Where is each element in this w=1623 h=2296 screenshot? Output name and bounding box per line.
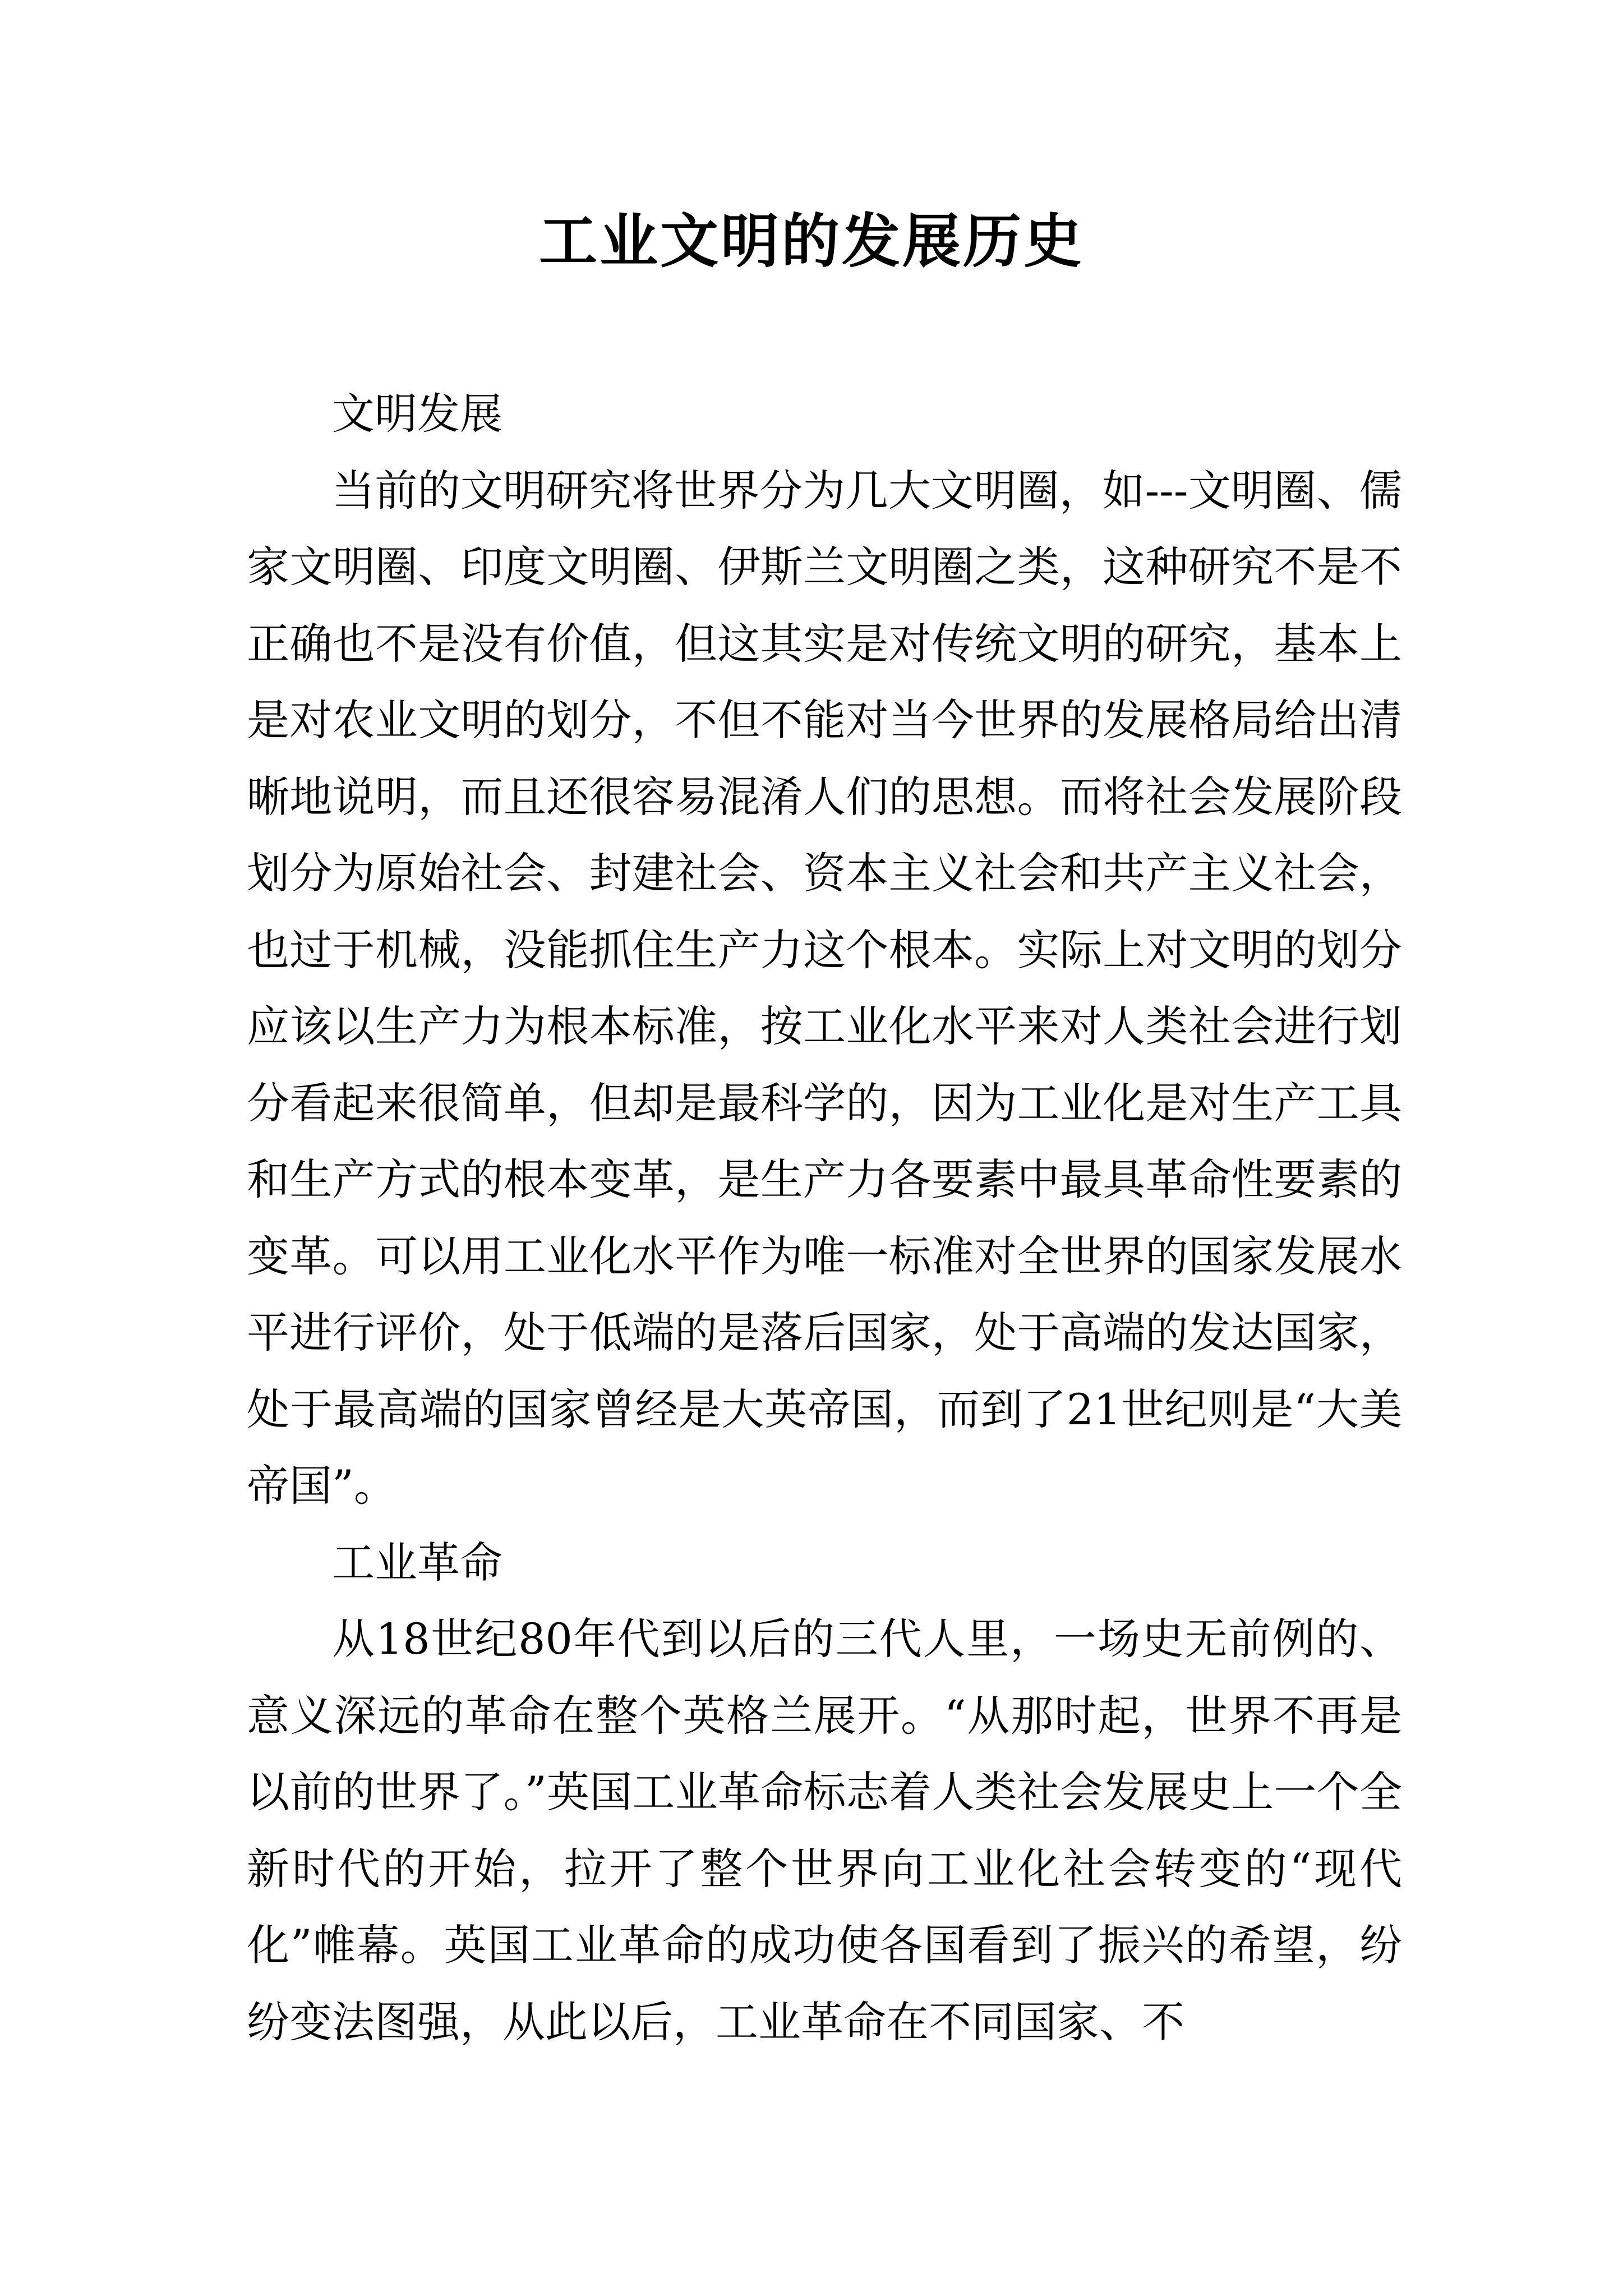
section-paragraph-civilization: 当前的文明研究将世界分为几大文明圈，如---文明圈、儒家文明圈、印度文明圈、伊斯兰文明圈之类，这种研究不是不正确也不是没有价值，但这其实是对传统文明的研究，基本上是对农业文明的划分，不但不能对当今世界的发展格局给出清晰地说明，而且还很容易混淆人们的思想。而将社会发展阶段划分为原始社会、封建社会、资本主义社会和共产主义社会，也过于机械，没能抓住生产力这个根本。实际上对文明的划分应该以生产力为根本标准，按工业化水平来对人类社会进行划分看起来很简单，但却是最科学的，因为工业化是对生产工具和生产方式的根本变革，是生产力各要素中最具革命性要素的变革。可以用工业化水平作为唯一标准对全世界的国家发展水平进行评价，处于低端的是落后国家，处于高端的发达国家，处于最高端的国家曾经是大英帝国，而到了21世纪则是“大美帝国”。 [247,465,1402,1511]
section-heading-civilization: 文明发展 [332,389,502,439]
document-body [247,376,1402,2060]
document-title: 工业文明的发展历史 [538,206,1084,275]
section-heading-industrial-revolution: 工业革命 [332,1537,502,1588]
section-paragraph-industrial-revolution: 从18世纪80年代到以后的三代人里，一场史无前例的、意义深远的革命在整个英格兰展开。“从那时起，世界不再是以前的世界了。”英国工业革命标志着人类社会发展史上一个全新时代的开始，拉开了整个世界向工业化社会转变的“现代化”帷幕。英国工业革命的成功使各国看到了振兴的希望，纷纷变法图强，从此以后，工业革命在不同国家、不 [247,1614,1402,2047]
